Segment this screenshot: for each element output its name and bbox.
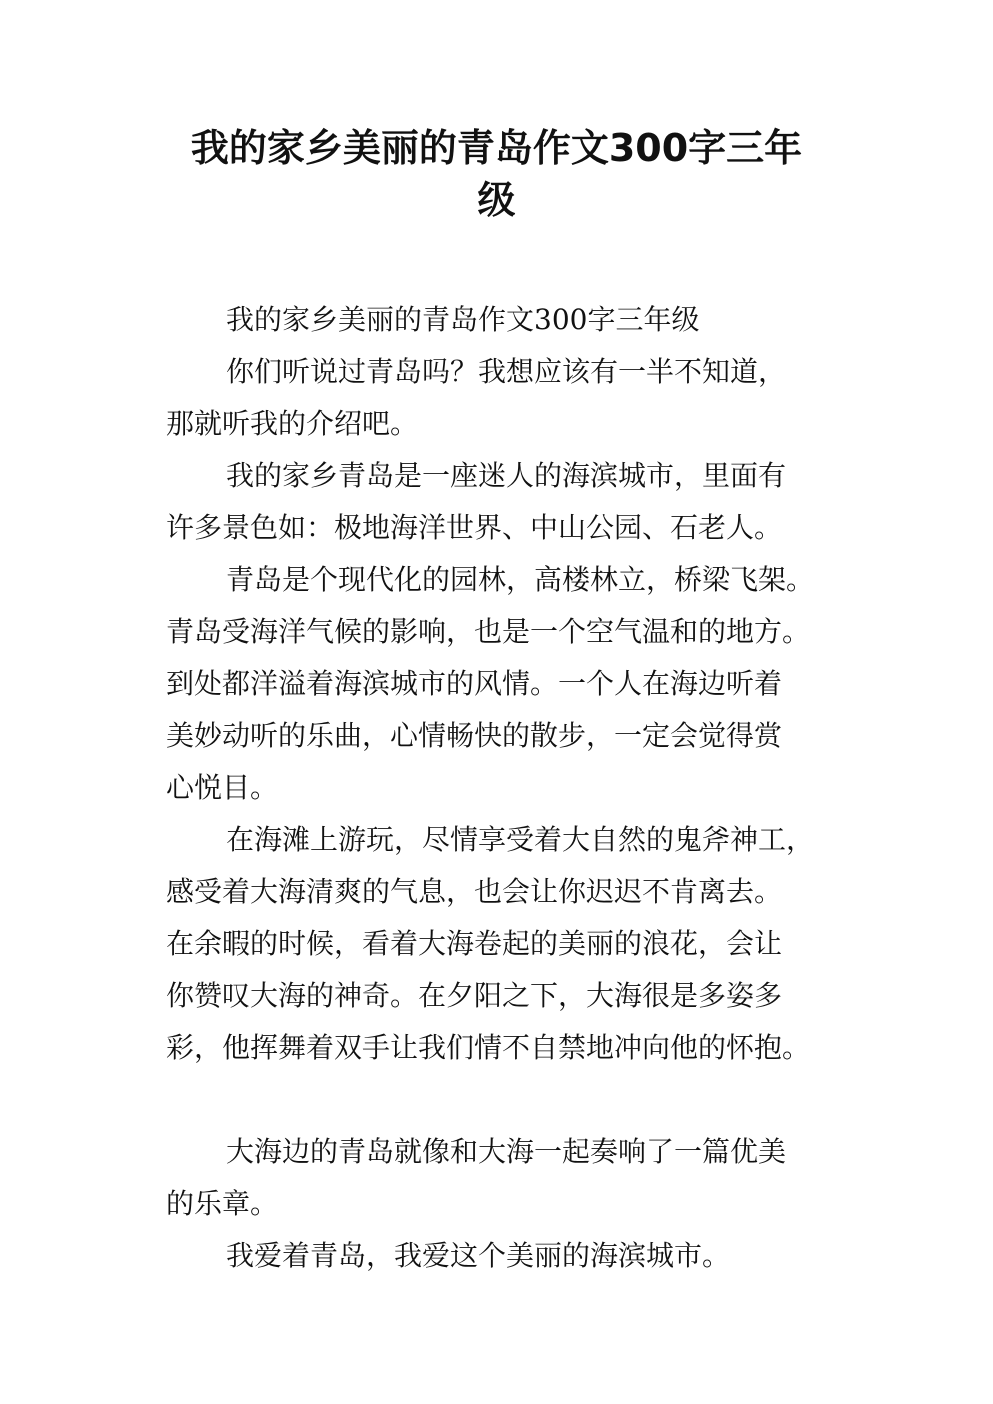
text-line: 感受着大海清爽的气息，也会让你迟迟不肯离去。 [166,875,783,908]
document-title [0,122,993,226]
paragraph [166,450,856,554]
paragraph [166,294,856,346]
text-line: 心悦目。 [166,771,279,804]
paragraph [166,814,856,1074]
paragraph [166,346,856,450]
document-body [166,294,856,1282]
text-line: 我的家乡青岛是一座迷人的海滨城市，里面有 [226,459,787,492]
blank-line [166,1074,856,1126]
text-line: 到处都洋溢着海滨城市的风情。一个人在海边听着 [166,667,783,700]
text-line: 我爱着青岛，我爱这个美丽的海滨城市。 [226,1239,731,1272]
title-line: 我的家乡美丽的青岛作文300字三年 [190,126,803,170]
text-line: 你们听说过青岛吗？我想应该有一半不知道， [226,355,787,388]
text-line: 在海滩上游玩，尽情享受着大自然的鬼斧神工， [226,823,815,856]
text-line: 的乐章。 [166,1187,279,1220]
text-line: 在余暇的时候，看着大海卷起的美丽的浪花，会让 [166,927,783,960]
paragraph [166,1126,856,1230]
text-line: 彩，他挥舞着双手让我们情不自禁地冲向他的怀抱。 [166,1031,811,1064]
text-line: 你赞叹大海的神奇。在夕阳之下，大海很是多姿多 [166,979,783,1012]
text-line: 我的家乡美丽的青岛作文300字三年级 [226,303,700,336]
text-line: 青岛受海洋气候的影响，也是一个空气温和的地方。 [166,615,811,648]
paragraph [166,554,856,814]
text-line: 美妙动听的乐曲，心情畅快的散步，一定会觉得赏 [166,719,783,752]
text-line: 许多景色如：极地海洋世界、中山公园、石老人。 [166,511,783,544]
text-line: 青岛是个现代化的园林，高楼林立，桥梁飞架。 [226,563,815,596]
text-line: 那就听我的介绍吧。 [166,407,419,440]
text-line: 大海边的青岛就像和大海一起奏响了一篇优美 [226,1135,787,1168]
title-line: 级 [477,178,516,222]
paragraph [166,1230,856,1282]
